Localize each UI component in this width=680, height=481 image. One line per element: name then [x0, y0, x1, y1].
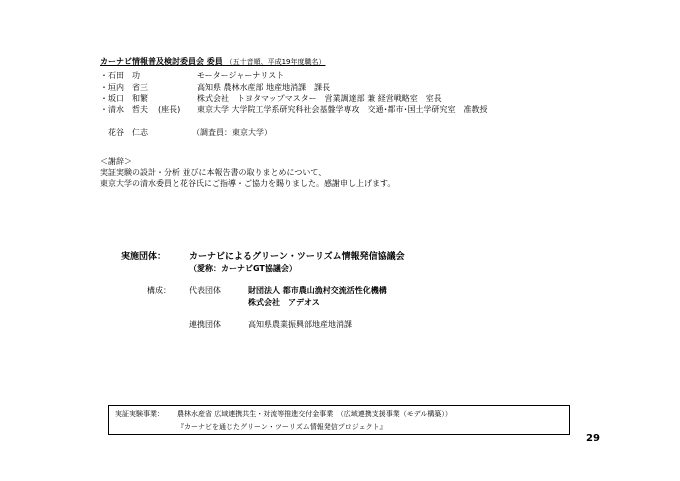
investigator-affiliation: （調査員：東京大学） — [192, 128, 272, 137]
acknowledgment-title: ＜謝辞＞ — [100, 157, 132, 166]
organization-name: カーナビによるグリーン・ツーリズム情報発信協議会 — [189, 252, 405, 262]
acknowledgment-line: 実証実験の設計・分析 並びに本報告書の取りまとめについて、 — [100, 168, 327, 177]
member-affiliation: 高知県 農林水産部 地産地消課 課長 — [197, 83, 331, 92]
member-name: 石田 功 — [108, 71, 140, 80]
representative-label: 代表団体 — [189, 286, 221, 295]
member-bullet: ・ — [100, 94, 108, 103]
committee-heading — [100, 56, 326, 67]
member-name: 清水 哲夫 — [108, 105, 148, 114]
committee-heading-note: （五十音順、平成19年度職名） — [225, 58, 326, 66]
member-affiliation: 株式会社 トヨタマップマスター 営業調達部 兼 経営戦略室 室長 — [197, 94, 442, 103]
partner-org: 高知県農業振興部地産地消課 — [248, 320, 352, 329]
organization-label: 実施団体： — [121, 252, 167, 262]
member-bullet: ・ — [100, 83, 108, 92]
member-affiliation: 東京大学 大学院工学系研究科社会基盤学専攻 交通･都市･国土学研究室 准教授 — [197, 105, 488, 114]
project-title: 『カーナビを通じたグリーン・ツーリズム情報発信プロジェクト』 — [177, 423, 387, 431]
structure-label: 構成： — [147, 286, 171, 295]
committee-heading-title: カーナビ情報普及検討委員会 委員 — [100, 57, 223, 66]
representative-org: 財団法人 都市農山漁村交流活性化機構 — [248, 286, 387, 295]
representative-org: 株式会社 アデオス — [248, 298, 320, 307]
member-bullet: ・ — [100, 105, 108, 114]
project-label: 実証実験事業： — [115, 410, 164, 418]
investigator-name: 花谷 仁志 — [108, 128, 148, 137]
acknowledgment-line: 東京大学の清水委員と花谷氏にご指導・ご協力を賜りました。感謝申し上げます。 — [100, 179, 396, 188]
organization-alias: （愛称：カーナビGT協議会） — [189, 264, 297, 273]
member-affiliation: モータージャーナリスト — [197, 71, 285, 80]
project-info-box — [108, 405, 570, 435]
project-program: 農林水産省 広域連携共生・対流等推進交付金事業 （広域連携支援事業（モデル構築）） — [177, 410, 452, 418]
page-number: 29 — [586, 433, 600, 444]
partner-label: 連携団体 — [189, 320, 221, 329]
member-name: 坂口 和繁 — [108, 94, 148, 103]
member-name: 垣内 省三 — [108, 83, 148, 92]
member-bullet: ・ — [100, 71, 108, 80]
member-role: (座長) — [158, 105, 181, 114]
